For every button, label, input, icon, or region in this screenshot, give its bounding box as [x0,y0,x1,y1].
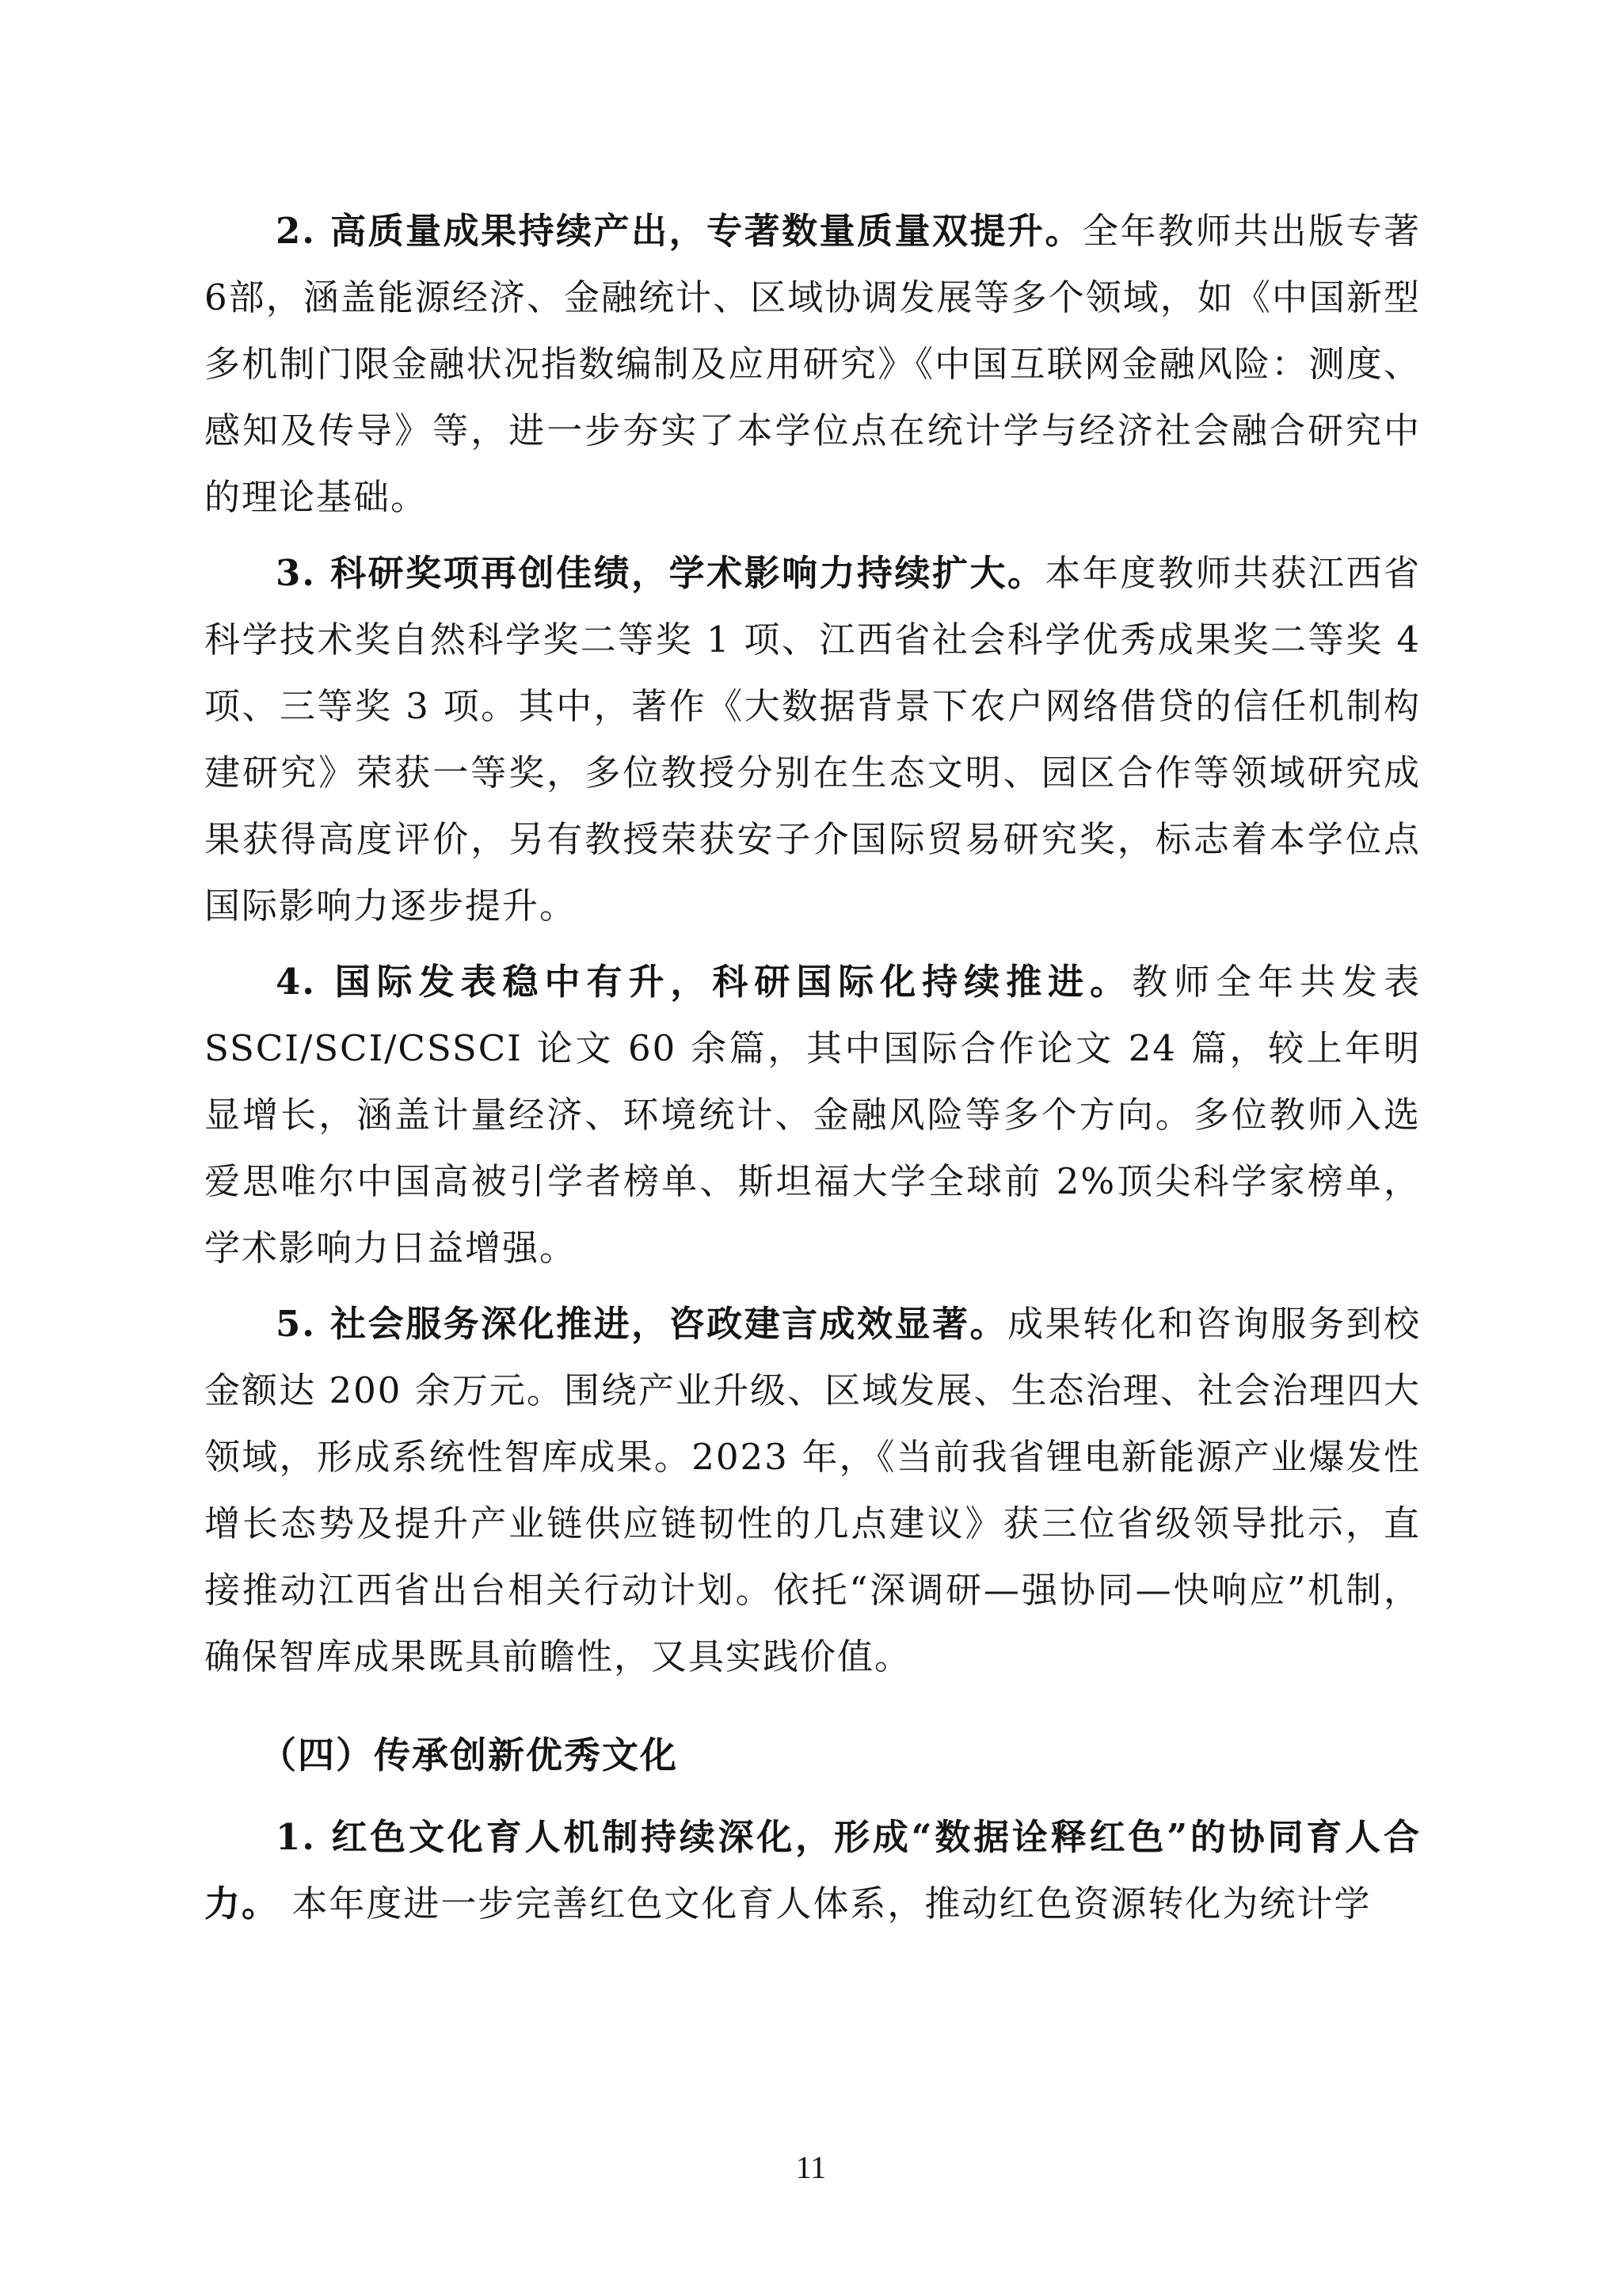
paragraph-body: 本年度进一步完善红色文化育人体系，推动红色资源转化为统计学 [279,1883,1372,1925]
paragraph-heading: 2. 高质量成果持续产出，专著数量质量双提升。 [276,210,1083,252]
paragraph-heading: 5. 社会服务深化推进，咨政建言成效显著。 [276,1303,1008,1345]
paragraph-awards [204,540,1421,939]
paragraph-body: 全年教师共出版专著6部，涵盖能源经济、金融统计、区域协调发展等多个领域，如《中国新型多机制门限金融状况指数编制及应用研究》《中国互联网金融风险：测度、感知及传导》等，进一步夯实了本学位点在统计学与经济社会融合研究中的理论基础。 [204,210,1421,518]
paragraph-social-service [204,1291,1421,1690]
paragraph-heading: 3. 科研奖项再创佳绩，学术影响力持续扩大。 [276,552,1045,594]
paragraph-body: 成果转化和咨询服务到校金额达 200 余万元。围绕产业升级、区域发展、生态治理、社会治理四大领域，形成系统性智库成果。2023 年，《当前我省锂电新能源产业爆发性增长态势及提升产业链供应链韧性的几点建议》获三位省级领导批示，直接推动江西省出台相关行动计划。依托“深调研—强协同—快响应”机制，确保智库成果既具前瞻性，又具实践价值。 [204,1303,1421,1677]
paragraph-body: 教师全年共发表SSCI/SCI/CSSCI 论文 60 余篇，其中国际合作论文 24 篇，较上年明显增长，涵盖计量经济、环境统计、金融风险等多个方向。多位教师入选爱思唯尔中国高被引学者榜单、斯坦福大学全球前 2%顶尖科学家榜单，学术影响力日益增强。 [204,961,1421,1269]
paragraph-international-publications [204,949,1421,1281]
paragraph-monographs [204,198,1421,531]
paragraph-red-culture [204,1804,1421,1937]
paragraph-heading: 1. 红色文化育人机制持续深化，形成“数据诠释红色”的协同育人合力。 [204,1816,1421,1925]
paragraph-body: 本年度教师共获江西省科学技术奖自然科学奖二等奖 1 项、江西省社会科学优秀成果奖二等奖 4 项、三等奖 3 项。其中，著作《大数据背景下农户网络借贷的信任机制构建研究》荣获一等奖，多位教授分别在生态文明、园区合作等领域研究成果获得高度评价，另有教授荣获安子介国际贸易研究奖，标志着本学位点国际影响力逐步提升。 [204,552,1421,927]
page-content [204,198,1421,1947]
page-number: 11 [795,2149,827,2185]
section-heading: （四）传承创新优秀文化 [260,1734,678,1776]
paragraph-heading: 4. 国际发表稳中有升，科研国际化持续推进。 [276,961,1133,1003]
